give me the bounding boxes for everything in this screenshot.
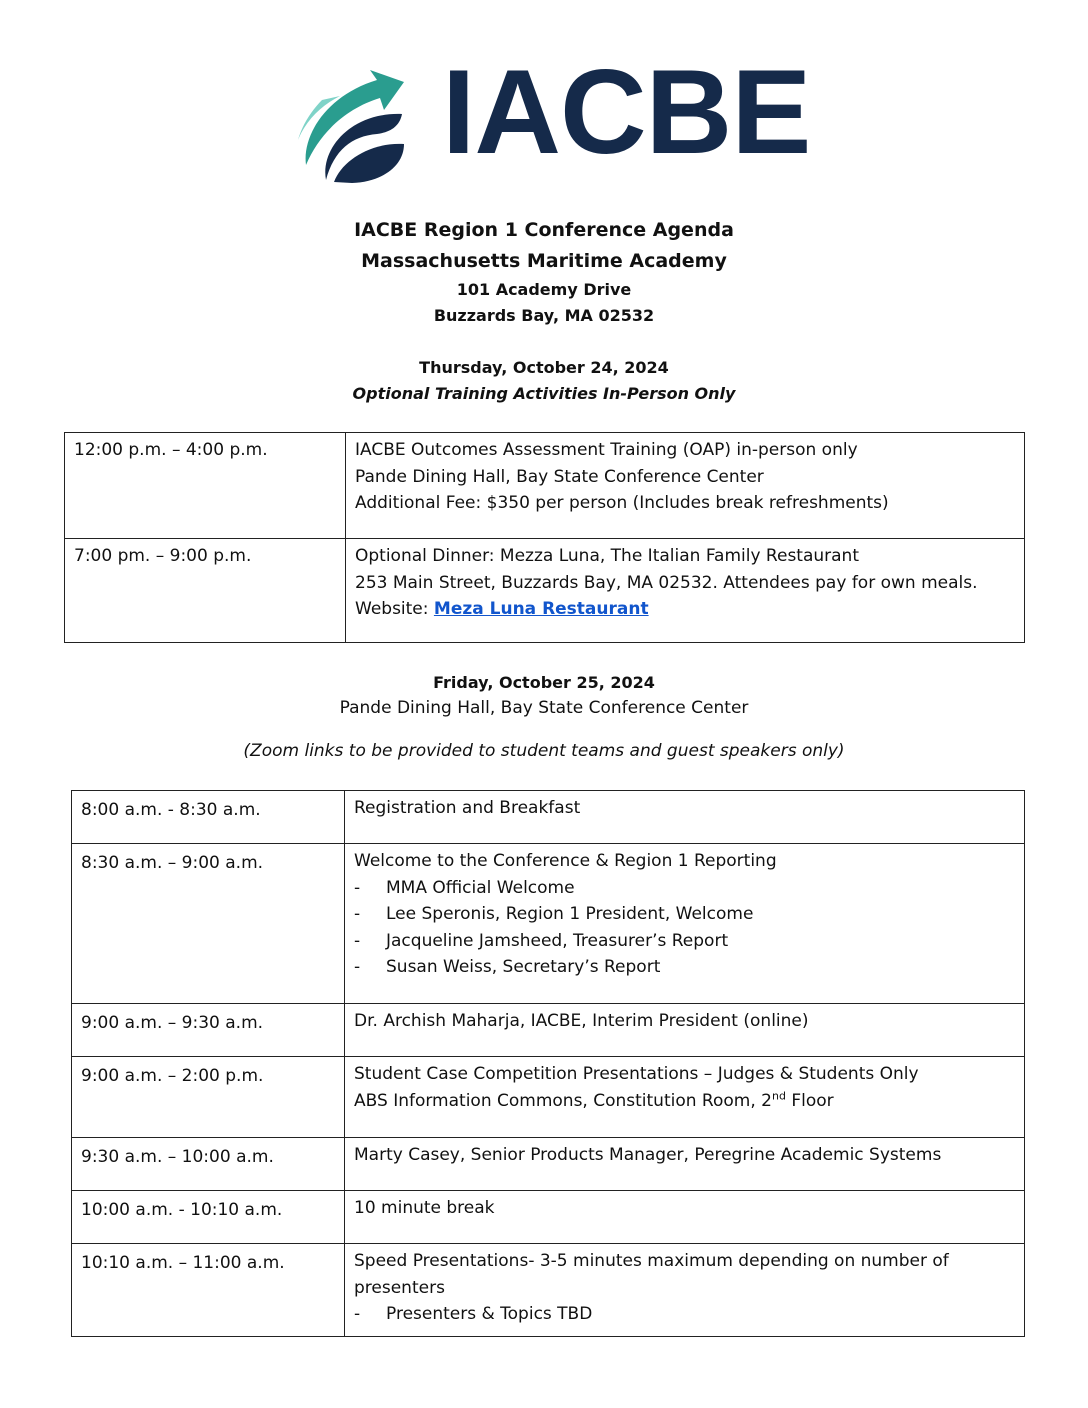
list-item: - Susan Weiss, Secretary’s Report: [354, 957, 661, 977]
time-cell: 10:00 a.m. - 10:10 a.m.: [72, 1191, 345, 1244]
day1-subtitle: Optional Training Activities In-Person Only: [352, 384, 736, 403]
activity-title: Student Case Competition Presentations – Judges & Students Only: [354, 1064, 919, 1084]
activity-line: IACBE Outcomes Assessment Training (OAP) in-person only: [355, 440, 858, 460]
time-cell: 9:00 a.m. – 9:30 a.m.: [72, 1004, 345, 1057]
table-row: [72, 1191, 1025, 1244]
activity-line: 253 Main Street, Buzzards Bay, MA 02532. Attendees pay for own meals.: [355, 572, 978, 593]
table-row: [72, 1138, 1025, 1191]
activity-cell: [345, 1057, 1025, 1138]
list-item: - Lee Speronis, Region 1 President, Welcome: [354, 904, 754, 924]
activity-cell: Registration and Breakfast: [345, 791, 1025, 844]
time-cell: 8:30 a.m. – 9:00 a.m.: [72, 844, 345, 1004]
activity-cell: Dr. Archish Maharja, IACBE, Interim President (online): [345, 1004, 1025, 1057]
activity-cell: [346, 539, 1025, 643]
time-cell: 9:30 a.m. – 10:00 a.m.: [72, 1138, 345, 1191]
time-cell: 7:00 pm. – 9:00 p.m.: [65, 539, 346, 643]
list-item: - Presenters & Topics TBD: [354, 1304, 593, 1324]
time-cell: 8:00 a.m. - 8:30 a.m.: [72, 791, 345, 844]
address-line-2: Buzzards Bay, MA 02532: [433, 306, 655, 325]
activity-cell: Marty Casey, Senior Products Manager, Peregrine Academic Systems: [345, 1138, 1025, 1191]
activity-line: Pande Dining Hall, Bay State Conference Center: [355, 466, 764, 487]
time-cell: 9:00 a.m. – 2:00 p.m.: [72, 1057, 345, 1138]
website-line: [355, 596, 1015, 623]
logo-mark-icon: [292, 70, 442, 185]
activity-cell: [346, 433, 1025, 539]
table-row: [72, 1004, 1025, 1057]
website-label: Website:: [355, 599, 434, 619]
activity-title: Welcome to the Conference & Region 1 Reporting: [354, 851, 777, 871]
venue-name: Massachusetts Maritime Academy: [361, 250, 727, 272]
list-item: - MMA Official Welcome: [354, 877, 575, 898]
time-cell: 12:00 p.m. – 4:00 p.m.: [65, 433, 346, 539]
day1-date: Thursday, October 24, 2024: [419, 358, 669, 377]
iacbe-logo: [292, 45, 811, 185]
activity-line: Additional Fee: $350 per person (Includes break refreshments): [355, 493, 889, 513]
activity-title: Speed Presentations- 3-5 minutes maximum depending on number of presenters: [354, 1251, 949, 1298]
activity-line: ABS Information Commons, Constitution Room, 2nd Floor: [354, 1088, 834, 1111]
table-row: [72, 1244, 1025, 1337]
address-line-1: 101 Academy Drive: [456, 280, 632, 299]
table-row: [72, 844, 1025, 1004]
day2-agenda-table: [71, 790, 1025, 1337]
time-cell: 10:10 a.m. – 11:00 a.m.: [72, 1244, 345, 1337]
activity-cell: [345, 1244, 1025, 1337]
page-title: IACBE Region 1 Conference Agenda: [354, 219, 734, 241]
zoom-note: (Zoom links to be provided to student teams and guest speakers only): [243, 741, 845, 761]
day2-location: Pande Dining Hall, Bay State Conference Center: [339, 698, 749, 718]
table-row: [65, 433, 1025, 539]
day1-agenda-table: [64, 432, 1025, 643]
activity-cell: 10 minute break: [345, 1191, 1025, 1244]
day2-date: Friday, October 25, 2024: [433, 673, 655, 692]
table-row: [72, 791, 1025, 844]
restaurant-website-link[interactable]: Meza Luna Restaurant: [433, 599, 649, 619]
activity-cell: [345, 844, 1025, 1004]
activity-line: Optional Dinner: Mezza Luna, The Italian Family Restaurant: [355, 546, 859, 566]
table-row: [65, 539, 1025, 643]
logo-text: IACBE: [442, 45, 811, 179]
table-row: [72, 1057, 1025, 1138]
list-item: - Jacqueline Jamsheed, Treasurer’s Report: [354, 930, 729, 951]
